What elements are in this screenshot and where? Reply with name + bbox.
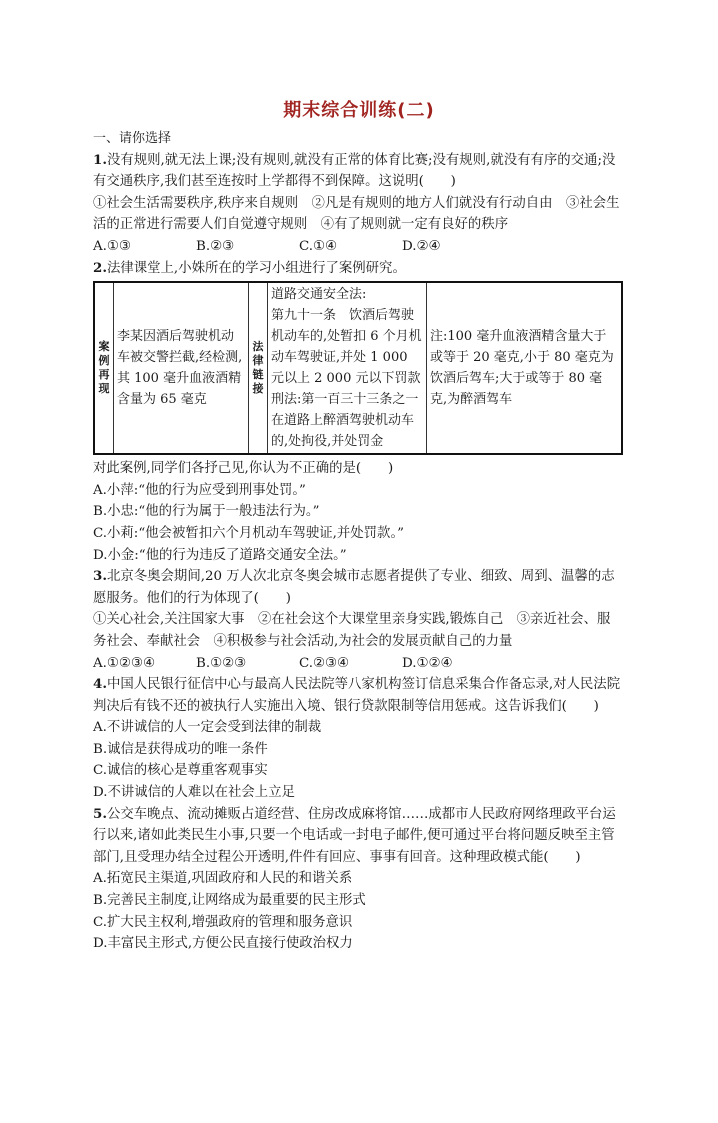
question-5-number: 5.	[93, 805, 107, 822]
law-text-line-2: 第九十一条 饮酒后驾驶机动车的,处暂扣 6 个月机动车驾驶证,并处 1 000 元以上 2 000 元以下罚款	[271, 308, 422, 387]
question-3-options	[93, 653, 623, 675]
question-1-text: 没有规则,就无法上课;没有规则,就没有正常的体育比赛;没有规则,就没有有序的交通;没有交通秩序,我们甚至连按时上学都得不到保障。这说明( )	[93, 152, 616, 190]
question-4-text: 中国人民银行征信中心与最高人民法院等八家机构签订信息采集合作备忘录,对人民法院判决后有钱不还的被执行人实施出入境、银行贷款限制等信用惩戒。这告诉我们( )	[93, 677, 621, 714]
question-5-stem	[93, 804, 623, 869]
page-title: 期末综合训练(二)	[283, 100, 435, 121]
question-4	[93, 674, 623, 804]
question-3-option-d[interactable]: D.①②④	[402, 655, 453, 671]
question-2-option-a[interactable]: A.小萍:“他的行为应受到刑事处罚。”	[93, 482, 306, 498]
question-1-number: 1.	[93, 151, 107, 168]
question-3-option-a[interactable]: A.①②③④	[93, 655, 155, 671]
question-3-number: 3.	[93, 568, 107, 585]
question-1-option-b[interactable]: B.②③	[196, 238, 235, 254]
question-2-prompt: 对此案例,同学们各抒己见,你认为不正确的是( )	[93, 461, 394, 477]
law-text	[268, 282, 432, 454]
question-2-option-d[interactable]: D.小金:“他的行为违反了道路交通安全法。”	[93, 547, 347, 563]
question-2-text: 法律课堂上,小姝所在的学习小组进行了案例研究。	[106, 260, 406, 276]
question-2-option-c[interactable]: C.小莉:“他会被暂扣六个月机动车驾驶证,并处罚款。”	[93, 525, 404, 541]
question-3-option-c[interactable]: C.②③④	[299, 655, 350, 671]
case-header: 案例再现	[94, 282, 114, 454]
question-5	[93, 804, 623, 955]
case-text: 李某因酒后驾驶机动车被交警拦截,经检测,其 100 毫升血液酒精含量为 65 毫克	[114, 282, 249, 454]
question-4-option-c[interactable]: C.诚信的核心是尊重客观事实	[93, 763, 268, 779]
question-5-option-d[interactable]: D.丰富民主形式,方便公民直接行使政治权力	[93, 936, 353, 952]
question-1-option-a[interactable]: A.①③	[93, 238, 131, 254]
question-3	[93, 566, 623, 674]
question-4-number: 4.	[93, 676, 107, 693]
question-3-stem	[93, 566, 623, 609]
question-4-stem	[93, 674, 623, 717]
question-2-number: 2.	[93, 259, 107, 276]
question-1-option-d[interactable]: D.②④	[402, 238, 441, 254]
question-1-stem	[93, 150, 623, 193]
law-header: 法律链接	[249, 282, 268, 454]
question-4-option-b[interactable]: B.诚信是获得成功的唯一条件	[93, 741, 268, 757]
question-3-option-b[interactable]: B.①②③	[196, 655, 247, 671]
question-5-option-a[interactable]: A.拓宽民主渠道,巩固政府和人民的和谐关系	[93, 871, 353, 887]
question-1-options	[93, 236, 623, 258]
question-4-option-a[interactable]: A.不讲诚信的人一定会受到法律的制裁	[93, 720, 322, 736]
law-text-line-3: 刑法:第一百三十三条之一 在道路上醉酒驾驶机动车的,处拘役,并处罚金	[271, 392, 432, 450]
question-3-statements: ①关心社会,关注国家大事 ②在社会这个大课堂里亲身实践,锻炼自己 ③亲近社会、服务社会、奉献社会 ④积极参与社会活动,为社会的发展贡献自己的力量	[93, 612, 611, 649]
question-2-option-b[interactable]: B.小忠:“他的行为属于一般违法行为。”	[93, 504, 320, 520]
question-5-option-b[interactable]: B.完善民主制度,让网络成为最重要的民主形式	[93, 893, 366, 909]
question-1-option-c[interactable]: C.①④	[299, 238, 338, 254]
law-text-line-1: 道路交通安全法:	[271, 287, 367, 303]
exam-content	[93, 128, 623, 955]
question-2-stem	[93, 258, 623, 280]
section-heading: 一、请你选择	[93, 131, 172, 146]
question-4-option-d[interactable]: D.不讲诚信的人难以在社会上立足	[93, 785, 295, 801]
question-3-text: 北京冬奥会期间,20 万人次北京冬奥会城市志愿者提供了专业、细致、周到、温馨的志愿服务。他们的行为体现了( )	[93, 569, 615, 606]
question-5-option-c[interactable]: C.扩大民主权利,增强政府的管理和服务意识	[93, 914, 353, 930]
question-5-text: 公交车晚点、流动摊贩占道经营、住房改成麻将馆……成都市人民政府网络理政平台运行以来,诸如此类民生小事,只要一个电话或一封电子邮件,便可通过平台将问题反映至主管部门,且受理办结全过程公开透明,件件有回应、事事有回音。这种理政模式能( )	[93, 806, 616, 865]
question-1-statements: ①社会生活需要秩序,秩序来自规则 ②凡是有规则的地方人们就没有行动自由 ③社会生活的正常进行需要人们自觉遵守规则 ④有了规则就一定有良好的秩序	[93, 195, 620, 233]
table-note: 注:100 毫升血液酒精含量大于或等于 20 毫克,小于 80 毫克为饮酒后驾车;大于或等于 80 毫克,为醉酒驾车	[427, 282, 623, 454]
case-table	[93, 281, 623, 455]
question-2	[93, 258, 623, 567]
question-1	[93, 150, 623, 258]
